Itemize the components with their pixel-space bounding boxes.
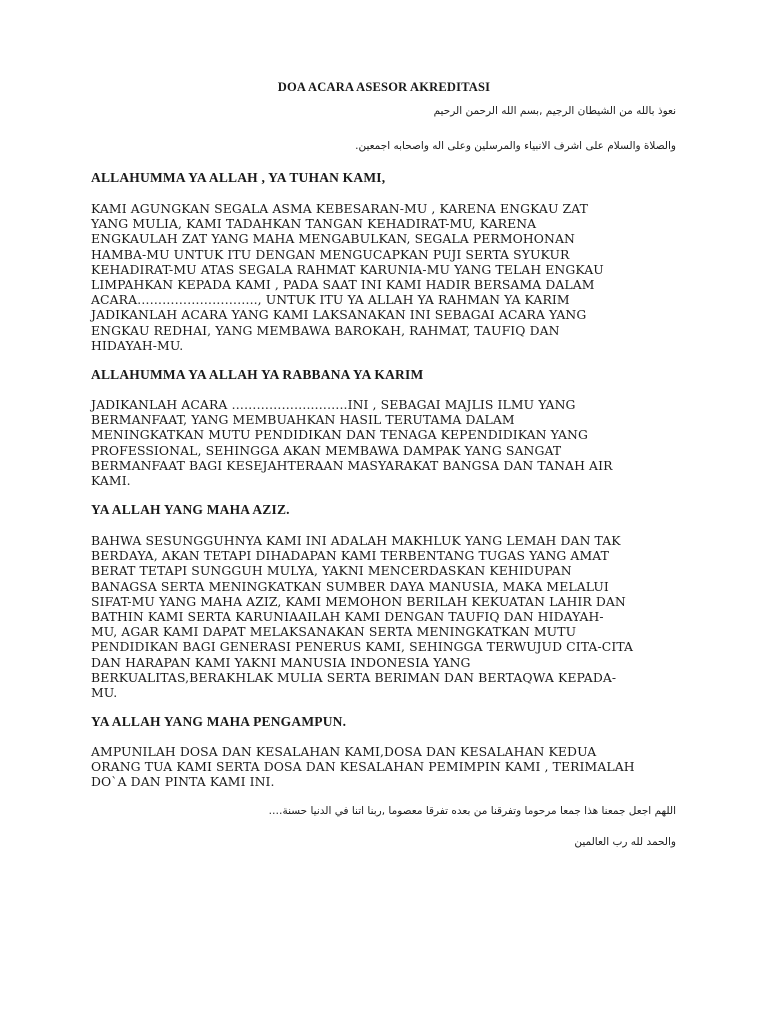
paragraph-1-line: KEHADIRAT-MU ATAS SEGALA RAHMAT KARUNIA-MU YANG TELAH ENGKAU [91,261,604,277]
paragraph-1-line: JADIKANLAH ACARA YANG KAMI LAKSANAKAN INI SEBAGAI ACARA YANG [91,307,587,323]
paragraph-3-line: BERDAYA, AKAN TETAPI DIHADAPAN KAMI TERBENTANG TUGAS YANG AMAT [91,548,609,564]
paragraph-2-line: MENINGKATKAN MUTU PENDIDIKAN DAN TENAGA KEPENDIDIKAN YANG [91,427,588,443]
paragraph-4-line: AMPUNILAH DOSA DAN KESALAHAN KAMI,DOSA DAN KESALAHAN KEDUA [91,744,597,759]
paragraph-3-line: MU, AGAR KAMI DAPAT MELAKSANAKAN SERTA MENINGKATKAN MUTU [91,624,577,640]
paragraph-2 [91,397,691,488]
paragraph-3-line: MU. [91,685,118,701]
paragraph-4-line: DO`A DAN PINTA KAMI INI. [91,774,275,790]
paragraph-3-line: BAHWA SESUNGGUHNYA KAMI INI ADALAH MAKHLUK YANG LEMAH DAN TAK [91,533,621,548]
opening-arabic-salawat: والصلاة والسلام على اشرف الانبياء والمرسلين وعلى اله واصحابه اجمعين. [355,140,676,152]
opening-arabic-basmalah: نعوذ بالله من الشيطان الرجيم ,بسم الله الرحمن الرحيم [433,105,676,117]
paragraph-2-line: BERMANFAAT BAGI KESEJAHTERAAN MASYARAKAT BANGSA DAN TANAH AIR [91,457,613,473]
paragraph-2-line: JADIKANLAH ACARA ………………..……..INI , SEBAGAI MAJLIS ILMU YANG [91,397,576,412]
paragraph-1-line: KAMI AGUNGKAN SEGALA ASMA KEBESARAN-MU , KARENA ENGKAU ZAT [91,201,588,216]
paragraph-4 [91,744,691,790]
paragraph-1-line: HAMBA-MU UNTUK ITU DENGAN MENGUCAPKAN PUJI SERTA SYUKUR [91,246,570,262]
paragraph-2-line: BERMANFAAT, YANG MEMBUAHKAN HASIL TERUTAMA DALAM [91,412,515,428]
closing-arabic-prayer: اللهم اجعل جمعنا هذا جمعا مرحوما وتفرقنا من بعده تفرقا معصوما ,ربنا اتنا في الدنيا حسنة…. [268,805,676,817]
paragraph-2-line: PROFESSIONAL, SEHINGGA AKAN MEMBAWA DAMPAK YANG SANGAT [91,442,562,458]
paragraph-1 [91,201,691,353]
paragraph-1-line: ENGKAU REDHAI, YANG MEMBAWA BAROKAH, RAHMAT, TAUFIQ DAN [91,322,560,338]
paragraph-2-line: KAMI. [91,473,131,489]
paragraph-1-line: HIDAYAH-MU. [91,337,184,353]
heading-maha-aziz: YA ALLAH YANG MAHA AZIZ. [91,502,290,517]
document-title: DOA ACARA ASESOR AKREDITASI [277,80,491,94]
paragraph-3-line: BANAGSA SERTA MENINGKATKAN SUMBER DAYA MANUSIA, MAKA MELALUI [91,578,609,594]
paragraph-3-line: BERKUALITAS,BERAKHLAK MULIA SERTA BERIMAN DAN BERTAQWA KEPADA- [91,669,617,685]
heading-maha-pengampun: YA ALLAH YANG MAHA PENGAMPUN. [91,714,347,729]
paragraph-3 [91,533,691,700]
heading-allahumma-ya-tuhan-kami: ALLAHUMMA YA ALLAH , YA TUHAN KAMI, [91,170,386,185]
paragraph-3-line: DAN HARAPAN KAMI YAKNI MANUSIA INDONESIA YANG [91,654,471,670]
paragraph-1-line: LIMPAHKAN KEPADA KAMI , PADA SAAT INI KAMI HADIR BERSAMA DALAM [91,277,595,293]
paragraph-4-line: ORANG TUA KAMI SERTA DOSA DAN KESALAHAN PEMIMPIN KAMI , TERIMALAH [91,759,635,775]
paragraph-3-line: PENDIDIKAN BAGI GENERASI PENERUS KAMI, SEHINGGA TERWUJUD CITA-CITA [91,639,634,655]
closing-arabic-hamdalah: والحمد لله رب العالمين [574,836,676,848]
paragraph-3-line: BERAT TETAPI SUNGGUH MULYA, YAKNI MENCERDASKAN KEHIDUPAN [91,563,572,579]
paragraph-3-line: SIFAT-MU YANG MAHA AZIZ, KAMI MEMOHON BERILAH KEKUATAN LAHIR DAN [91,593,626,609]
paragraph-1-line: YANG MULIA, KAMI TADAHKAN TANGAN KEHADIRAT-MU, KARENA [91,216,537,232]
heading-allahumma-ya-rabbana: ALLAHUMMA YA ALLAH YA RABBANA YA KARIM [91,367,424,382]
paragraph-1-line: ENGKAULAH ZAT YANG MAHA MENGABULKAN, SEGALA PERMOHONAN [91,231,575,247]
paragraph-3-line: BATHIN KAMI SERTA KARUNIAAILAH KAMI DENGAN TAUFIQ DAN HIDAYAH- [91,609,604,625]
paragraph-1-line: ACARA……………………….., UNTUK ITU YA ALLAH YA RAHMAN YA KARIM [91,292,570,308]
